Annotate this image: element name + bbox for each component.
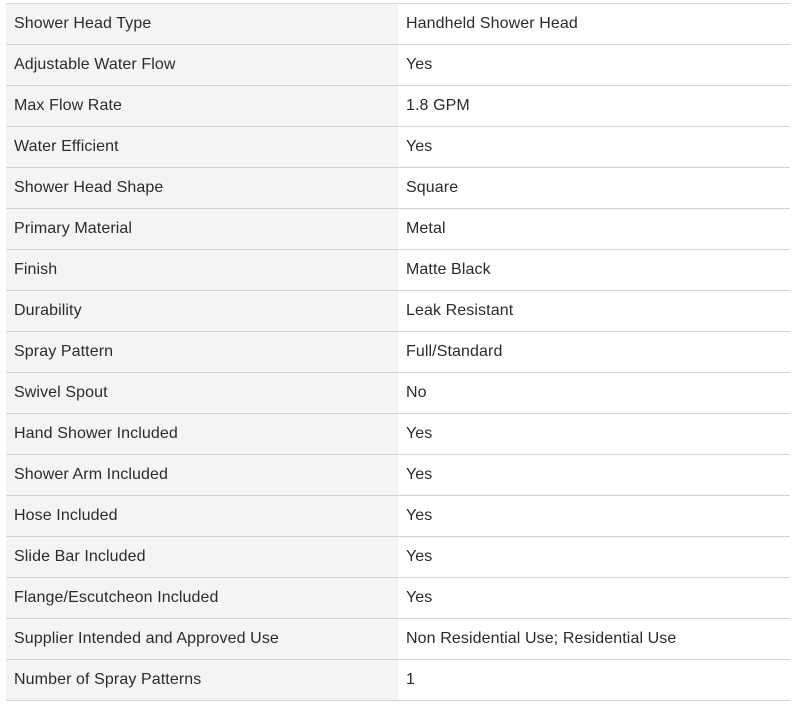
- spec-value: Yes: [398, 414, 790, 454]
- spec-label: Spray Pattern: [6, 332, 398, 372]
- spec-label: Slide Bar Included: [6, 537, 398, 577]
- table-row: [6, 250, 790, 291]
- spec-value: 1: [398, 660, 790, 700]
- table-row: [6, 86, 790, 127]
- spec-label: Supplier Intended and Approved Use: [6, 619, 398, 659]
- table-row: [6, 537, 790, 578]
- table-row: [6, 291, 790, 332]
- spec-value: No: [398, 373, 790, 413]
- table-row: [6, 209, 790, 250]
- specifications-table: [6, 3, 790, 701]
- spec-value: Leak Resistant: [398, 291, 790, 331]
- table-row: [6, 414, 790, 455]
- spec-value: Full/Standard: [398, 332, 790, 372]
- spec-label: Number of Spray Patterns: [6, 660, 398, 700]
- table-row: [6, 373, 790, 414]
- spec-value: Non Residential Use; Residential Use: [398, 619, 790, 659]
- spec-value: Matte Black: [398, 250, 790, 290]
- spec-label: Durability: [6, 291, 398, 331]
- spec-value: Yes: [398, 45, 790, 85]
- spec-value: Yes: [398, 496, 790, 536]
- spec-value: Yes: [398, 578, 790, 618]
- table-row: [6, 619, 790, 660]
- spec-value: Square: [398, 168, 790, 208]
- spec-value: Metal: [398, 209, 790, 249]
- table-row: [6, 660, 790, 701]
- spec-label: Finish: [6, 250, 398, 290]
- spec-label: Flange/Escutcheon Included: [6, 578, 398, 618]
- spec-label: Shower Head Type: [6, 4, 398, 44]
- spec-value: Handheld Shower Head: [398, 4, 790, 44]
- spec-label: Max Flow Rate: [6, 86, 398, 126]
- spec-value: Yes: [398, 127, 790, 167]
- spec-value: Yes: [398, 455, 790, 495]
- table-row: [6, 45, 790, 86]
- table-row: [6, 127, 790, 168]
- table-row: [6, 332, 790, 373]
- spec-label: Water Efficient: [6, 127, 398, 167]
- spec-label: Adjustable Water Flow: [6, 45, 398, 85]
- spec-label: Shower Arm Included: [6, 455, 398, 495]
- spec-label: Hose Included: [6, 496, 398, 536]
- table-row: [6, 4, 790, 45]
- table-row: [6, 578, 790, 619]
- table-row: [6, 168, 790, 209]
- spec-label: Primary Material: [6, 209, 398, 249]
- spec-value: 1.8 GPM: [398, 86, 790, 126]
- spec-label: Shower Head Shape: [6, 168, 398, 208]
- spec-label: Hand Shower Included: [6, 414, 398, 454]
- table-row: [6, 496, 790, 537]
- spec-label: Swivel Spout: [6, 373, 398, 413]
- table-row: [6, 455, 790, 496]
- spec-value: Yes: [398, 537, 790, 577]
